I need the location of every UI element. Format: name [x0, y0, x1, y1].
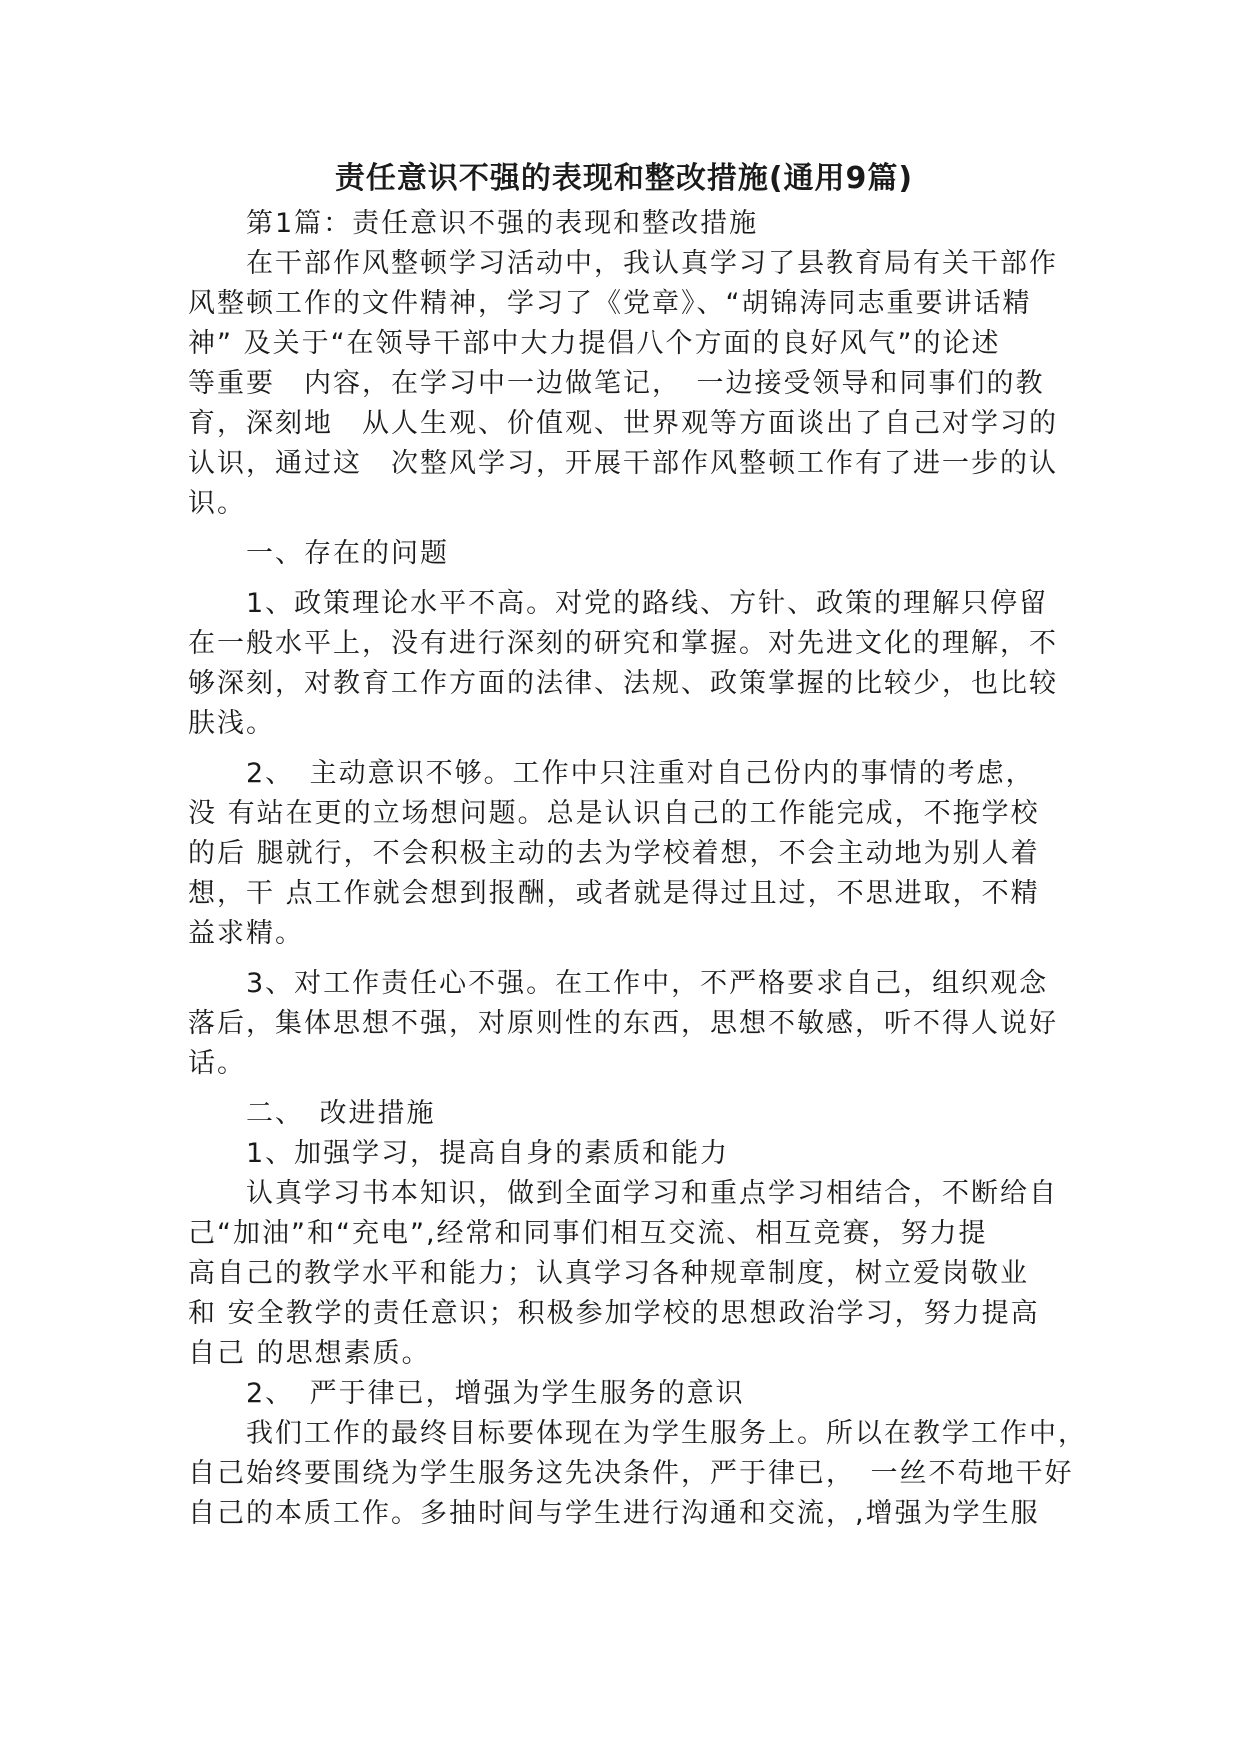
document-body: [188, 158, 1087, 1534]
paragraph-line: 风整顿工作的文件精神，学习了《党章》、“胡锦涛同志重要讲话精: [188, 288, 1032, 319]
paragraph-line: 自己始终要围绕为学生服务这先决条件，严于律已， 一丝不苟地干好: [188, 1458, 1074, 1489]
paragraph-gap: [188, 954, 1060, 964]
paragraph-line: 在一般水平上，没有进行深刻的研究和掌握。对先进文化的理解，不: [188, 628, 1058, 659]
paragraph-line: 认识，通过这 次整风学习，开展干部作风整顿工作有了进一步的认: [188, 448, 1058, 479]
paragraph-line: 肤浅。: [188, 708, 275, 739]
section-heading: 第1篇：责任意识不强的表现和整改措施: [246, 208, 759, 239]
paragraph-line: 想，干 点工作就会想到报酬，或者就是得过且过，不思进取，不精: [188, 878, 1040, 909]
paragraph-gap: [188, 574, 1060, 584]
paragraph-line: 自己的本质工作。多抽时间与学生进行沟通和交流，,增强为学生服: [188, 1498, 1040, 1529]
paragraph-line: 神” 及关于“在领导干部中大力提倡八个方面的良好风气”的论述: [188, 328, 1001, 359]
paragraph-line: 3、对工作责任心不强。在工作中，不严格要求自己，组织观念: [246, 968, 1049, 999]
paragraph-line: 益求精。: [188, 918, 304, 949]
paragraph-line: 在干部作风整顿学习活动中，我认真学习了县教育局有关干部作: [246, 248, 1058, 279]
paragraph-line: 育，深刻地 从人生观、价值观、世界观等方面谈出了自己对学习的: [188, 408, 1058, 439]
paragraph-line: 和 安全教学的责任意识；积极参加学校的思想政治学习，努力提高: [188, 1298, 1040, 1329]
paragraph-line: 自己 的思想素质。: [188, 1338, 431, 1369]
paragraph-line: 己“加油”和“充电”,经常和同事们相互交流、相互竞赛，努力提: [188, 1218, 988, 1249]
paragraph-line: 落后，集体思想不强，对原则性的东西，思想不敏感，听不得人说好: [188, 1008, 1058, 1039]
subsection-heading: 1、加强学习，提高自身的素质和能力: [246, 1138, 730, 1169]
paragraph-line: 识。: [188, 488, 246, 519]
subsection-heading: 2、 严于律已，增强为学生服务的意识: [246, 1378, 745, 1409]
paragraph-line: 1、政策理论水平不高。对党的路线、方针、政策的理解只停留: [246, 588, 1049, 619]
section-heading: 一、存在的问题: [246, 538, 449, 569]
document-title: 责任意识不强的表现和整改措施(通用9篇): [334, 161, 914, 196]
paragraph-line: 等重要 内容，在学习中一边做笔记， 一边接受领导和同事们的教: [188, 368, 1045, 399]
paragraph-line: 高自己的教学水平和能力；认真学习各种规章制度，树立爱岗敬业: [188, 1258, 1029, 1289]
paragraph-line: 没 有站在更的立场想问题。总是认识自己的工作能完成，不拖学校: [188, 798, 1040, 829]
section-heading: 二、 改进措施: [246, 1098, 436, 1129]
paragraph-gap: [188, 524, 1060, 534]
paragraph-line: 够深刻，对教育工作方面的法律、法规、政策掌握的比较少，也比较: [188, 668, 1058, 699]
paragraph-line: 2、 主动意识不够。工作中只注重对自己份内的事情的考虑，: [246, 758, 1035, 789]
paragraph-line: 话。: [188, 1048, 246, 1079]
paragraph-line: 的后 腿就行，不会积极主动的去为学校着想，不会主动地为别人着: [188, 838, 1040, 869]
paragraph-line: 我们工作的最终目标要体现在为学生服务上。所以在教学工作中，: [246, 1418, 1087, 1449]
paragraph-gap: [188, 744, 1060, 754]
paragraph-gap: [188, 1084, 1060, 1094]
paragraph-line: 认真学习书本知识，做到全面学习和重点学习相结合，不断给自: [246, 1178, 1058, 1209]
